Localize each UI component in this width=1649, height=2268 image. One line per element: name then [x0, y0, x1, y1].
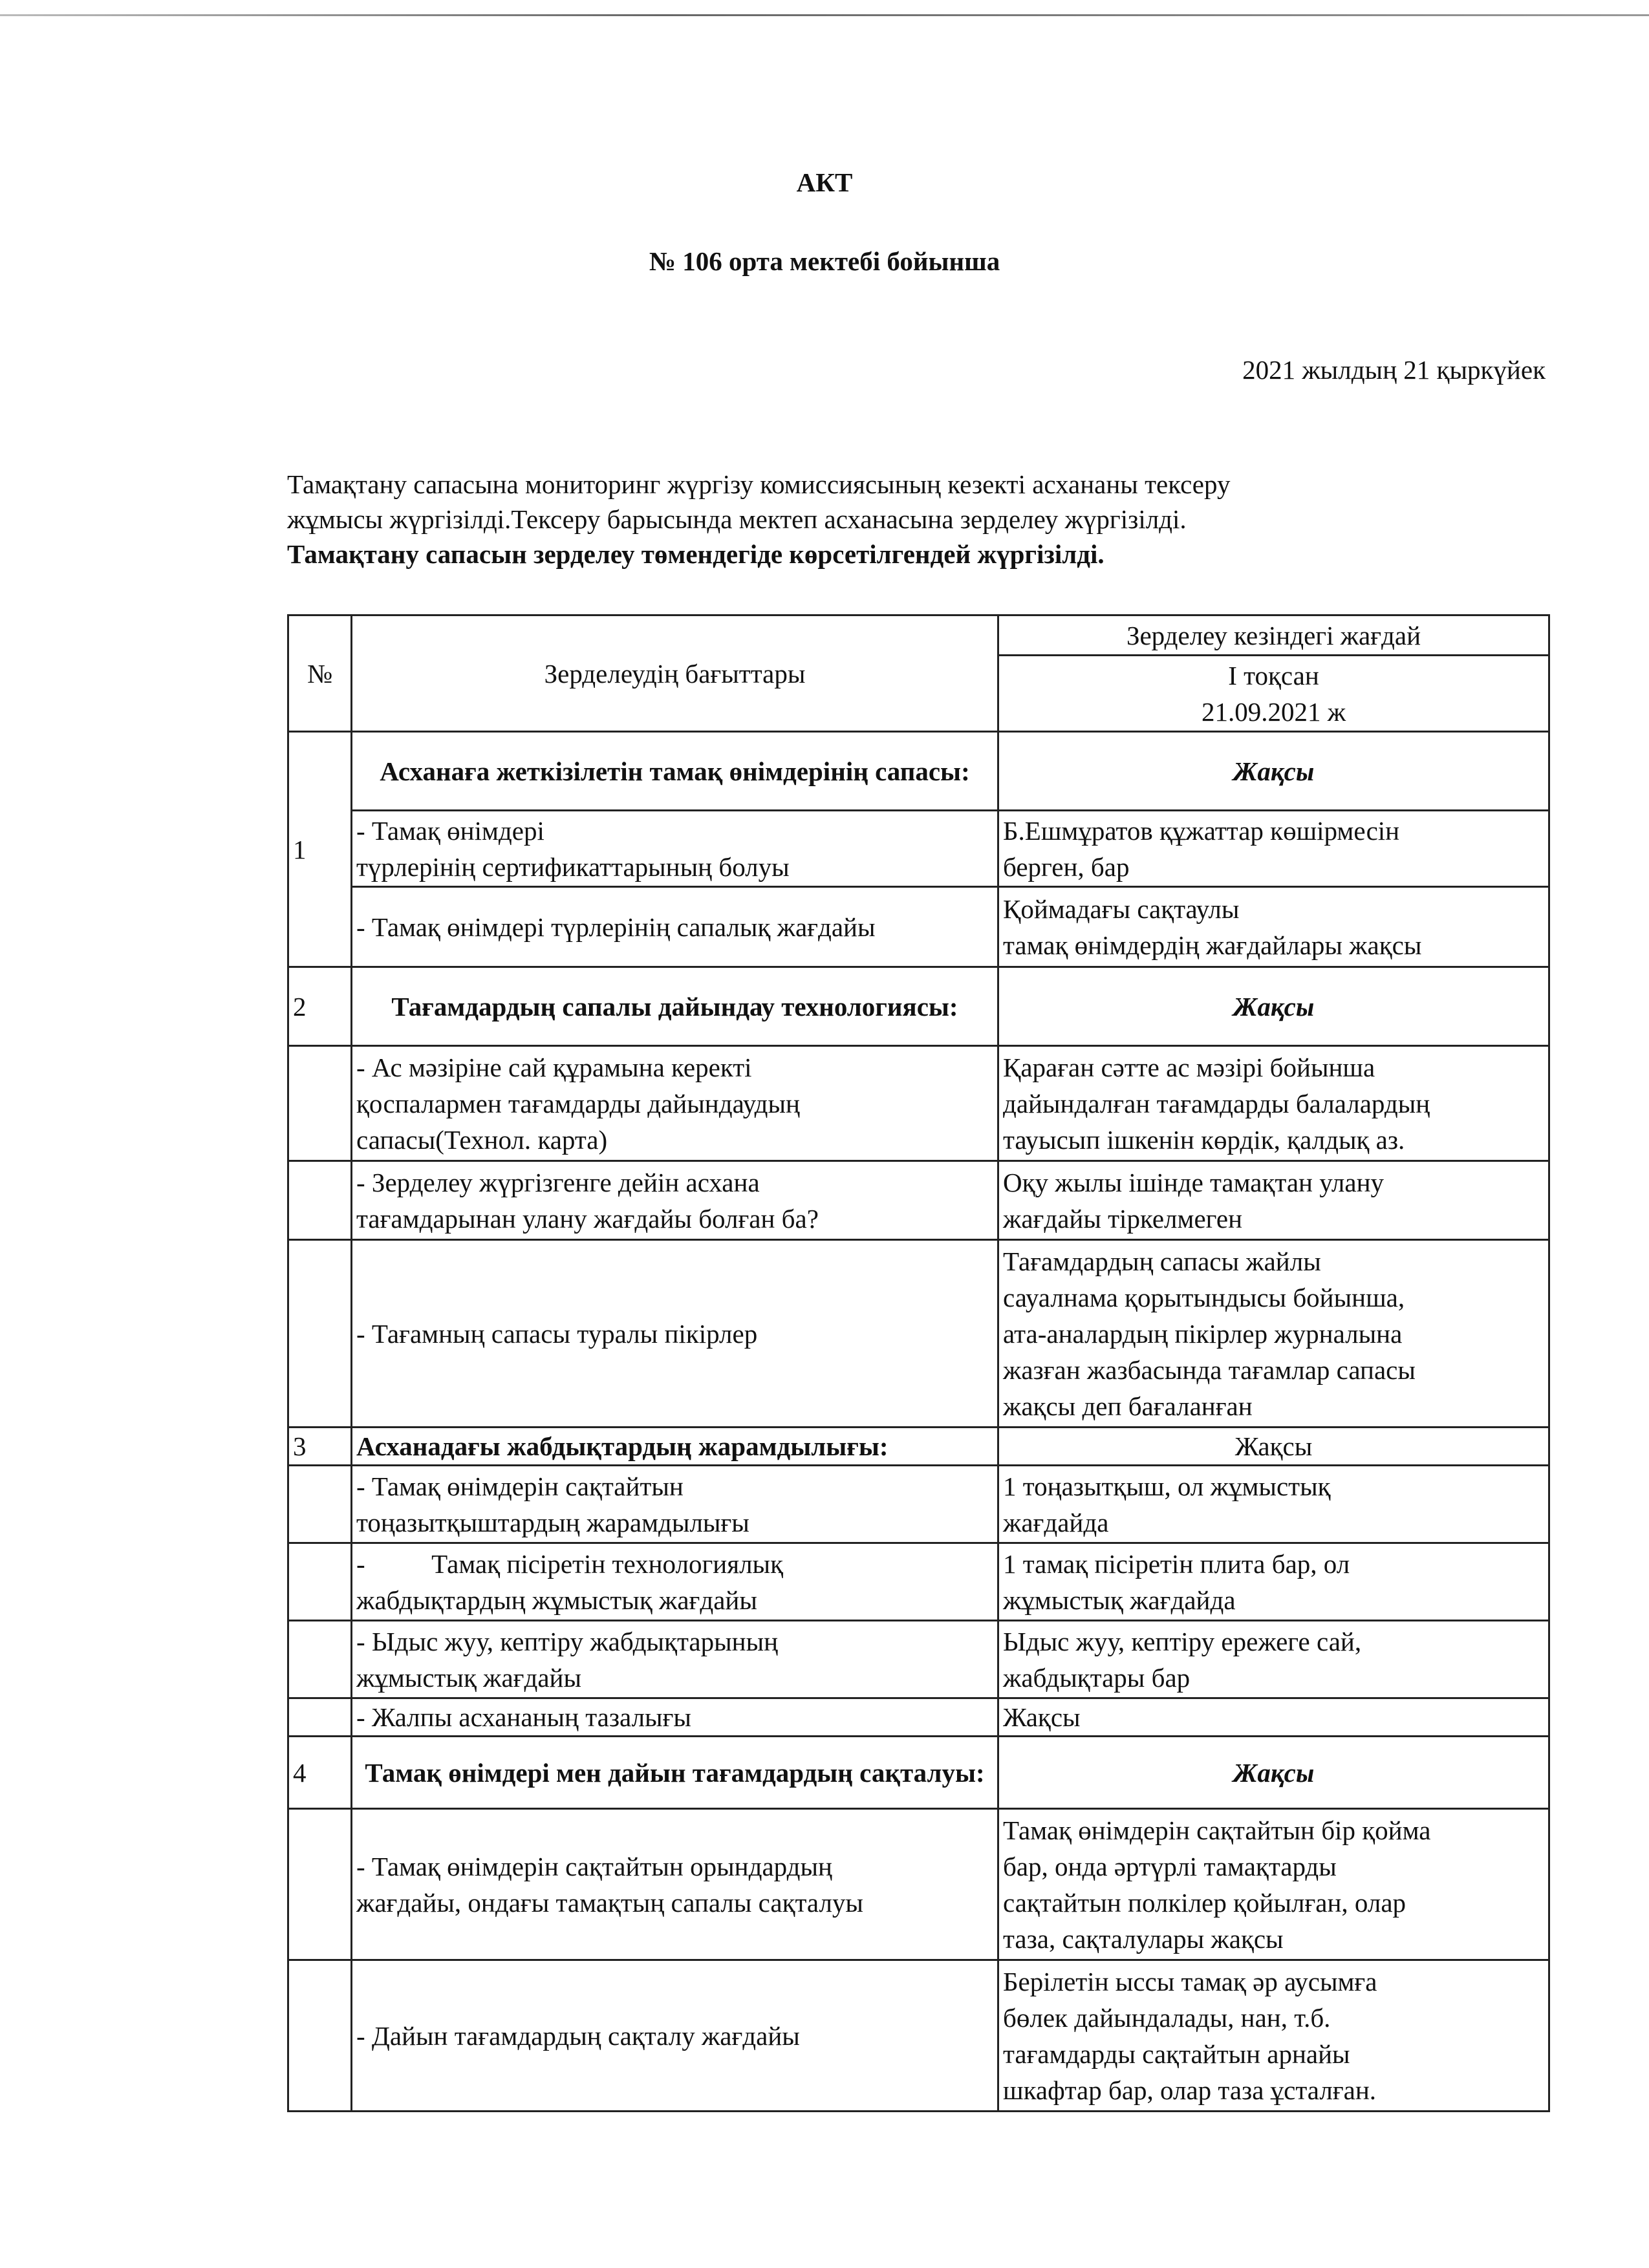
intro-line: жұмысы жүргізілді.Тексеру барысында мектеп асханасына зерделеу жүргізілді.: [287, 504, 1187, 534]
row-number-empty: [288, 1960, 352, 2112]
document-subtitle: № 106 орта мектебі бойынша: [649, 246, 1000, 276]
row-number-empty: [288, 1466, 352, 1543]
table-row: [288, 1466, 1549, 1543]
section-number: 2: [288, 967, 352, 1046]
intro-line-bold: Тамақтану сапасын зерделеу төмендегіде көрсетілгендей жүргізілді.: [287, 539, 1105, 569]
section-title: Асханадағы жабдықтардың жарамдылығы:: [352, 1428, 998, 1466]
table-row: [288, 1543, 1549, 1621]
header-num: №: [288, 615, 352, 732]
row-number-empty: [288, 1809, 352, 1960]
section-title: Тағамдардың сапалы дайындау технологиясы:: [352, 967, 998, 1046]
section-number: 1: [288, 732, 352, 967]
table-row: [288, 1960, 1549, 2112]
table-row: [288, 887, 1549, 967]
section-rating: Жақсы: [998, 732, 1549, 811]
table-row: [288, 1621, 1549, 1698]
row-item: - Тамақ өнімдерін сақтайтын орындардың жағдайы, ондағы тамақтың сапалы сақталуы: [352, 1809, 998, 1960]
row-state: Жақсы: [998, 1698, 1549, 1737]
table-row: [288, 1240, 1549, 1428]
table-row: [288, 811, 1549, 887]
row-number-empty: [288, 1698, 352, 1737]
row-state: Тағамдардың сапасы жайлы сауалнама қорытындысы бойынша, ата-аналардың пікірлер журналына жазған жазбасында тағамлар сапасы жақсы деп бағаланған: [998, 1240, 1549, 1428]
table-row: [288, 1809, 1549, 1960]
row-item: - Зерделеу жүргізгенге дейін асхана тағамдарынан улану жағдайы болған ба?: [352, 1161, 998, 1240]
section-rating: Жақсы: [998, 1737, 1549, 1809]
table-row: [288, 1046, 1549, 1161]
table-header-row: [288, 615, 1549, 656]
row-state: Оқу жылы ішінде тамақтан улану жағдайы тіркелмеген: [998, 1161, 1549, 1240]
row-item: - Ыдыс жуу, кептіру жабдықтарының жұмыстық жағдайы: [352, 1621, 998, 1698]
section-rating: Жақсы: [998, 967, 1549, 1046]
row-item: - Тамақ өнімдерін сақтайтын тоңазытқыштардың жарамдылығы: [352, 1466, 998, 1543]
table-row: [288, 1698, 1549, 1737]
row-number-empty: [288, 1161, 352, 1240]
header-state: Зерделеу кезіндегі жағдай: [998, 615, 1549, 656]
section-number: 3: [288, 1428, 352, 1466]
header-direction: Зерделеудің бағыттары: [352, 615, 998, 732]
row-item: - Жалпы асхананың тазалығы: [352, 1698, 998, 1737]
row-state: Қоймадағы сақтаулы тамақ өнімдердің жағдайлары жақсы: [998, 887, 1549, 967]
table-row: [288, 1161, 1549, 1240]
row-item: - Дайын тағамдардың сақталу жағдайы: [352, 1960, 998, 2112]
scan-edge-line: [0, 14, 1649, 16]
row-state: Қараған сәтте ас мәзірі бойынша дайындалған тағамдарды балалардың тауысып ішкенін көрдік, қалдық аз.: [998, 1046, 1549, 1161]
row-item: - Тамақ өнімдері түрлерінің сертификаттарының болуы: [352, 811, 998, 887]
row-number-empty: [288, 1621, 352, 1698]
row-number-empty: [288, 1240, 352, 1428]
row-state: Б.Ешмұратов құжаттар көшірмесін берген, бар: [998, 811, 1549, 887]
row-number-empty: [288, 1046, 352, 1161]
row-state: Тамақ өнімдерін сақтайтын бір қойма бар, онда әртүрлі тамақтарды сақтайтын полкілер қойылған, олар таза, сақталулары жақсы: [998, 1809, 1549, 1960]
inspection-table: [287, 614, 1550, 2112]
section-row: [288, 1737, 1549, 1809]
row-state: Ыдыс жуу, кептіру ережеге сай, жабдықтары бар: [998, 1621, 1549, 1698]
section-number: 4: [288, 1737, 352, 1809]
row-state: 1 тоңазытқыш, ол жұмыстық жағдайда: [998, 1466, 1549, 1543]
row-item: - Тағамның сапасы туралы пікірлер: [352, 1240, 998, 1428]
section-row: [288, 967, 1549, 1046]
section-row: [288, 1428, 1549, 1466]
section-rating: Жақсы: [998, 1428, 1549, 1466]
row-state: Берілетін ыссы тамақ әр аусымға бөлек дайындалады, нан, т.б. тағамдарды сақтайтын арнайы шкафтар бар, олар таза ұсталған.: [998, 1960, 1549, 2112]
row-item: - Ас мәзіріне сай құрамына керекті қоспалармен тағамдарды дайындаудың сапасы(Технол. карта): [352, 1046, 998, 1161]
section-title: Тамақ өнімдері мен дайын тағамдардың сақталуы:: [352, 1737, 998, 1809]
section-title: Асханаға жеткізілетін тамақ өнімдерінің сапасы:: [352, 732, 998, 811]
row-item: - Тамақ пісіретін технологиялық жабдықтардың жұмыстық жағдайы: [352, 1543, 998, 1621]
row-item: - Тамақ өнімдері түрлерінің сапалық жағдайы: [352, 887, 998, 967]
intro-paragraph: [287, 467, 1548, 572]
header-quarter: I тоқсан 21.09.2021 ж: [998, 656, 1549, 732]
section-row: [288, 732, 1549, 811]
row-state: 1 тамақ пісіретін плита бар, ол жұмыстық жағдайда: [998, 1543, 1549, 1621]
row-number-empty: [288, 1543, 352, 1621]
intro-line: Тамақтану сапасына мониторинг жүргізу комиссиясының кезекті асхананы тексеру: [287, 469, 1231, 499]
document-title: АКТ: [796, 167, 853, 197]
document-date: 2021 жылдың 21 қыркүйек: [1242, 355, 1546, 385]
